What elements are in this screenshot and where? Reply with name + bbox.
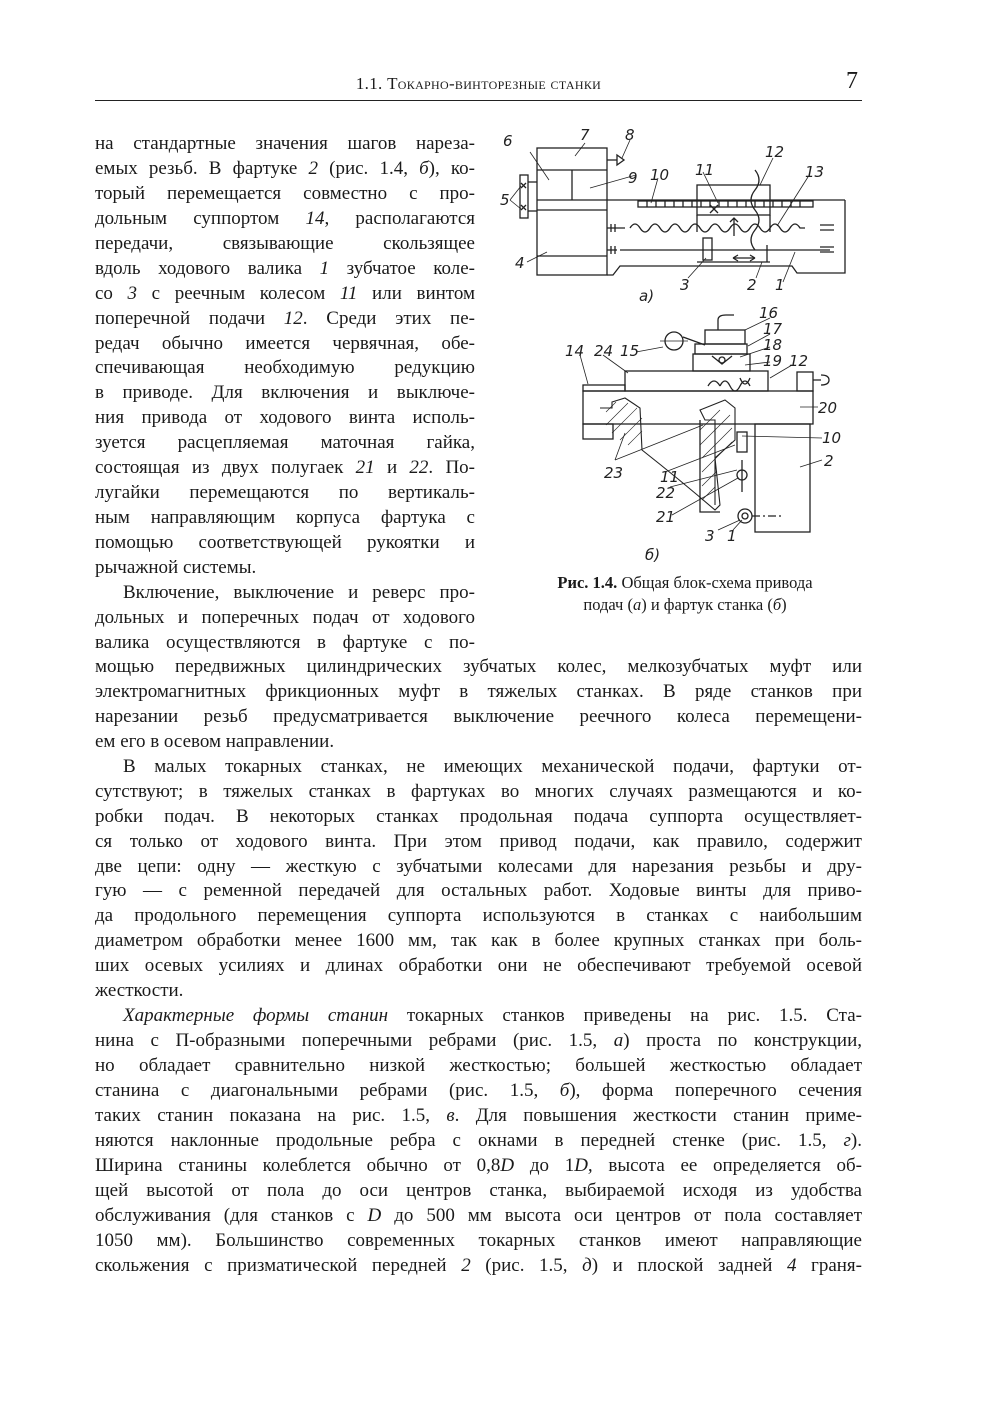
italic-text: 21 [355,457,375,479]
text-segment: помощью соответствующей рукоятки и [95,532,475,553]
label-10: 10 [650,166,670,184]
text-segment: электромагнитных фрикционных муфт в тяжелых станках. В ряде станков при [95,680,862,702]
text-line [95,979,862,1004]
text-line [95,1204,862,1229]
text-segment: жесткости. [95,980,184,1002]
text-line [95,182,475,207]
caption-ref-a: а [632,595,642,614]
text-segment: робки подач. В некоторых станках продольная подача суппорта осуществляет- [95,805,862,827]
text-segment: . Среди этих пе- [302,307,475,329]
italic-text: D [367,1204,382,1226]
text-segment: дольных и поперечных подач от ходового [95,606,475,628]
text-line [95,456,475,481]
text-segment: лугайки перемещаются по вертикаль- [95,482,475,504]
text-segment: зуется расцепляемая маточная гайка, [95,432,475,454]
text-segment: да продольного перемещения суппорта используются в станках с наибольшим [95,905,862,927]
label-21: 21 [656,508,676,526]
text-line [95,655,862,680]
text-segment: гую — с ременной передачей для остальных работ. Ходовые винты для приво- [95,880,862,902]
text-segment: но обладает сравнительно низкой жесткостью; большей жесткостью обладает [95,1055,862,1076]
label-16: 16 [759,304,779,322]
text-line [95,830,862,855]
text-segment: ). [850,1129,862,1151]
caption-text: ) [781,595,787,614]
italic-text: 14 [305,207,325,229]
text-segment: две цепи: одну — жесткую с зубчатыми колесами для нарезания резьбы и дру- [95,855,862,877]
text-line [95,556,475,581]
text-line [95,506,475,531]
italic-text: б [419,157,429,179]
text-line [95,1179,862,1204]
text-segment: торый перемещается совместно с про- [95,182,475,204]
label-20: 20 [818,399,838,417]
italic-text: 2 [308,157,318,179]
diagram-b-apron [565,304,841,564]
text-line [95,132,475,157]
text-segment: мощью передвижных цилиндрических зубчатых колес, мелкозубчатых муфт или [95,656,862,677]
figure-caption [520,572,850,616]
label-10b: 10 [822,429,842,447]
text-line [95,307,475,332]
text-segment: ем его в осевом направлении. [95,730,335,752]
text-segment: зубчатое коле- [329,257,475,279]
text-segment: ния привода от ходового винта исполь- [95,407,475,429]
label-1: 1 [775,276,785,294]
text-line [95,755,862,780]
text-segment: станина с диагональными ребрами (рис. 1.5, [95,1079,560,1101]
label-13: 13 [805,163,825,181]
text-line [95,531,475,556]
text-line [95,1229,862,1254]
text-segment: 1050 мм). Большинство современных токарных станков имеют направляющие [95,1229,862,1251]
label-12: 12 [765,143,785,161]
label-23: 23 [604,464,624,482]
label-12b: 12 [789,352,809,370]
label-5: 5 [500,191,510,209]
italic-text: г [843,1129,851,1151]
text-line [95,282,475,307]
label-15: 15 [620,342,640,360]
italic-text: д [582,1254,592,1276]
text-segment: диаметром обработки менее 1600 мм, так как в более крупных станках при боль- [95,930,862,952]
text-segment: (рис. 1.5, [470,1254,583,1276]
label-7: 7 [580,126,590,144]
text-segment: рычажной системы. [95,556,257,578]
text-segment: граня- [796,1254,862,1276]
label-3: 3 [680,276,690,294]
text-line [95,207,475,232]
text-segment: ся только от ходового винта. При этом привод подачи, как правило, содержит [95,830,862,852]
text-segment: с реечным колесом [137,282,340,304]
text-segment: до 1 [514,1154,575,1176]
text-line [95,730,862,755]
left-column-text [95,132,475,656]
caption-ref-b: б [772,595,782,614]
label-2: 2 [747,276,757,294]
text-line [95,805,862,830]
text-line [95,1254,862,1279]
label-11: 11 [695,161,715,179]
italic-text: б [559,1079,570,1101]
label-18: 18 [763,336,783,354]
italic-text: 4 [786,1254,797,1276]
text-line [95,581,475,606]
text-line [95,1029,862,1054]
text-line [95,332,475,357]
text-segment: нарезании резьб предусматривается выключение реечного колеса перемещени- [95,705,862,727]
text-segment: ) проста по конструкции, [623,1030,862,1052]
text-segment: валика осуществляются в фартуке с по- [95,631,475,653]
text-line [95,954,862,979]
full-width-text [95,655,862,1278]
text-line [95,356,475,381]
text-line [95,431,475,456]
text-line [95,780,862,805]
label-9: 9 [628,169,638,187]
text-segment: Включение, выключение и реверс про- [123,581,475,603]
text-segment: сутствуют; в тяжелых станках в фартуках во многих случаях размещаются и ко- [95,780,862,802]
text-segment: и [374,457,410,479]
text-segment: в приводе. Для включения и выключе- [95,382,475,404]
text-segment: обслуживания (для станков с [95,1204,368,1226]
label-14: 14 [565,342,585,360]
text-line [95,855,862,880]
caption-text: подач ( [583,595,633,614]
text-segment: емых резьб. В фартуке [95,157,309,179]
text-segment: поперечной подачи [95,307,284,329]
text-line [95,904,862,929]
subfigure-a-label: а) [639,287,655,305]
label-2b: 2 [824,452,834,470]
text-segment: со [95,282,128,304]
text-segment: ), форма поперечного сечения [569,1079,862,1101]
text-segment: . По- [428,457,476,479]
text-segment: скольжения с призматической передней [95,1254,462,1276]
text-line [95,257,475,282]
text-line [95,1154,862,1179]
italic-text: Характерные формы станин [123,1005,389,1027]
text-line [95,232,475,257]
italic-text: 3 [127,282,138,304]
italic-text: D, [574,1154,593,1176]
label-22: 22 [656,484,676,502]
running-header [95,68,862,101]
text-line [95,879,862,904]
text-line [95,1079,862,1104]
figure-1-4-diagram [500,122,870,572]
text-segment: или винтом [357,282,475,304]
italic-text: 22 [409,457,429,479]
text-line [95,381,475,406]
text-segment: няются наклонные продольные ребра с окнами в передней стенке (рис. 1.5, [95,1129,844,1151]
italic-text: 12 [283,307,303,329]
text-segment: высота ее определяется об- [592,1154,862,1176]
label-3b: 3 [705,527,715,545]
text-line [95,680,862,705]
text-segment: ), ко- [428,157,475,179]
text-line [95,1054,862,1079]
text-segment: передачи, связывающие скользящее [95,232,475,254]
chapter-title: 1.1. Токарно-винторезные станки [355,74,602,93]
text-segment: до 500 мм высота оси центров от пола составляет [381,1204,862,1226]
text-segment: дольным суппортом [95,207,306,229]
label-4: 4 [515,254,525,272]
text-line [95,705,862,730]
italic-text: D [500,1154,515,1176]
text-segment: таких станин показана на рис. 1.5, [95,1104,447,1126]
caption-text: Общая блок-схема привода [617,573,813,592]
italic-text: в [446,1104,455,1126]
text-line [95,606,475,631]
text-segment: токарных станков приведены на рис. 1.5. Ста- [388,1005,862,1027]
label-6: 6 [503,132,513,150]
label-8: 8 [625,126,635,144]
text-line [95,157,475,182]
label-19: 19 [763,352,783,370]
italic-text: 1 [319,257,330,279]
italic-text: 2 [461,1254,471,1276]
text-segment: спечивающая необходимую редукцию [95,357,475,379]
subfigure-b-label: б) [645,546,661,564]
text-segment: (рис. 1.4, [317,157,420,179]
text-segment: ) и плоской задней [591,1254,787,1276]
text-segment: редач обычно имеется червячная, обе- [95,332,475,354]
page-number: 7 [846,68,858,94]
label-1b: 1 [727,527,737,545]
diagram-a-feed-drive [500,126,845,305]
text-line [95,406,475,431]
italic-text: а [613,1030,624,1052]
text-line [95,1129,862,1154]
text-segment: Ширина станины колеблется обычно от 0,8 [95,1154,501,1176]
text-line [95,1104,862,1129]
text-segment: . Для повышения жесткости станин приме- [454,1104,862,1126]
text-line [95,481,475,506]
text-segment: , располагаются [324,207,475,229]
text-segment: состоящая из двух полугаек [95,457,356,479]
text-line [95,631,475,656]
label-11b: 11 [660,468,680,486]
caption-number: Рис. 1.4. [557,573,618,592]
label-24: 24 [594,342,614,360]
label-17: 17 [763,320,783,338]
text-segment: ным направляющим корпуса фартука с [95,507,475,529]
text-segment: щей высотой от пола до оси центров станка, выбираемой исходя из удобства [95,1179,862,1201]
text-segment: вдоль ходового валика [95,257,320,279]
text-line [95,929,862,954]
text-segment: нина с П-образными поперечными ребрами (рис. 1.5, [95,1030,614,1052]
text-segment: на стандартные значения шагов нареза- [95,133,475,154]
text-segment: В малых токарных станках, не имеющих механической подачи, фартуки от- [123,755,862,777]
text-line [95,1004,862,1029]
italic-text: 11 [339,282,358,304]
text-segment: ших осевых усилиях и длинах обработки они не обеспечивают требуемой осевой [95,955,862,977]
caption-text: ) и фартук станка ( [641,595,773,614]
